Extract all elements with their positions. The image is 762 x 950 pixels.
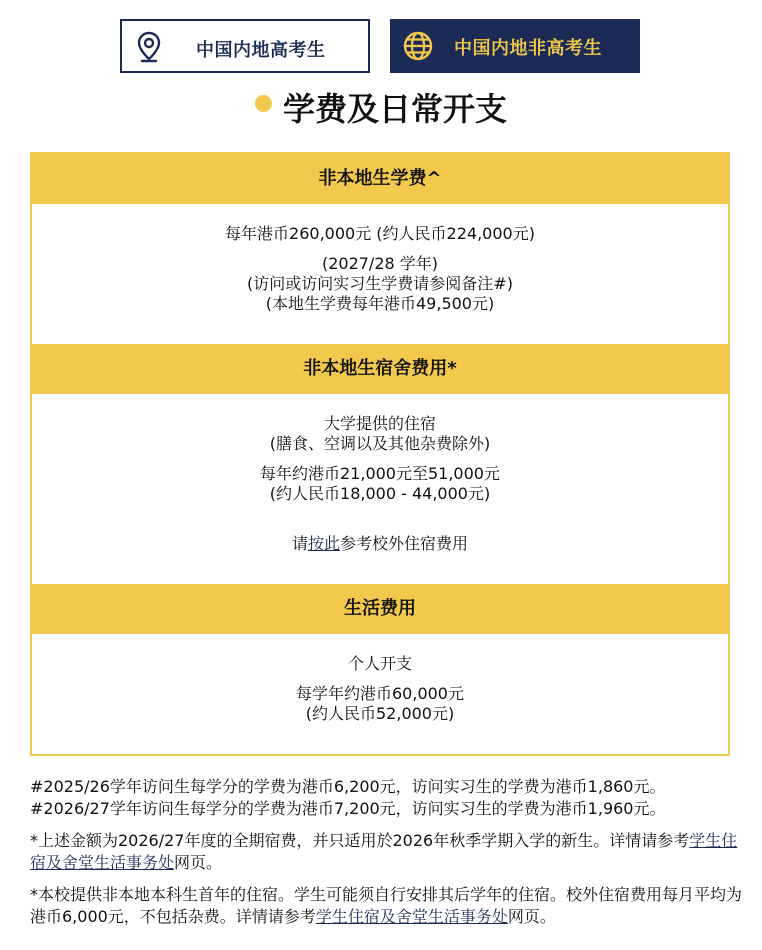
note-text: *上述金额为2026/27年度的全期宿费，并只适用於2026年秋季学期入学的新生。详情请参考 [30, 831, 690, 850]
link-prefix: 请 [291, 534, 308, 553]
housing-exclusions: (膳食、空调以及其他杂费除外) [269, 434, 491, 453]
location-pin-icon [134, 31, 164, 61]
tab-gaokao-students[interactable] [120, 19, 370, 73]
tuition-annual-fee: 每年港币260,000元 (约人民币224,000元) [225, 224, 535, 243]
living-header: 生活费用 [32, 584, 728, 634]
tuition-academic-year: (2027/28 学年) [321, 254, 439, 273]
tuition-local-fee: (本地生学费每年港币49,500元) [265, 294, 495, 313]
note-visiting-2026: #2026/27学年访问生每学分的学费为港币7,200元，访问实习生的学费为港币1,960元。 [30, 799, 666, 818]
student-housing-office-link[interactable]: 学生住宿及舍堂生活事务处 [30, 831, 738, 872]
student-type-tabs [120, 19, 640, 73]
note-text: *本校提供非本地本科生首年的住宿。学生可能须自行安排其后学年的住宿。校外住宿费用每月平均为港币6,000元，不包括杂费。详情请参考 [30, 885, 743, 926]
living-body [32, 654, 728, 724]
note-visiting-2025: #2025/26学年访问生每学分的学费为港币6,200元，访问实习生的学费为港币1,860元。 [30, 777, 666, 796]
fees-table [30, 152, 730, 756]
housing-header: 非本地生宿舍费用* [32, 344, 728, 394]
living-personal: 个人开支 [347, 654, 412, 673]
tuition-visiting-note: (访问或访问实习生学费请参阅备注#) [247, 274, 513, 293]
housing-fee-rmb: (约人民币18,000 - 44,000元) [269, 484, 491, 503]
note-first-year-housing [30, 884, 742, 928]
housing-body [32, 414, 728, 554]
tuition-body [32, 224, 728, 314]
section-heading [0, 84, 762, 126]
offcampus-housing-link[interactable]: 按此 [307, 534, 340, 553]
note-housing-fee [30, 830, 742, 874]
link-suffix: 参考校外住宿费用 [340, 534, 469, 553]
student-housing-office-link[interactable]: 学生住宿及舍堂生活事务处 [315, 907, 508, 926]
living-fee-hkd: 每学年约港币60,000元 [296, 684, 464, 703]
note-text: 网页。 [174, 853, 223, 872]
footnotes [30, 776, 742, 928]
living-fee-rmb: (约人民币52,000元) [305, 704, 455, 723]
tab-label: 中国内地高考生 [196, 40, 326, 61]
globe-icon [402, 30, 432, 60]
tab-non-gaokao-students[interactable] [390, 19, 640, 73]
section-title: 学费及日常开支 [282, 90, 507, 128]
housing-fee-hkd: 每年约港币21,000元至51,000元 [260, 464, 500, 483]
housing-provided: 大学提供的住宿 [323, 414, 436, 433]
tab-label: 中国内地非高考生 [454, 38, 602, 59]
bullet-dot-icon [255, 95, 272, 112]
tuition-header: 非本地生学费^ [32, 154, 728, 204]
offcampus-housing-text [32, 534, 728, 554]
note-text: 网页。 [507, 907, 556, 926]
